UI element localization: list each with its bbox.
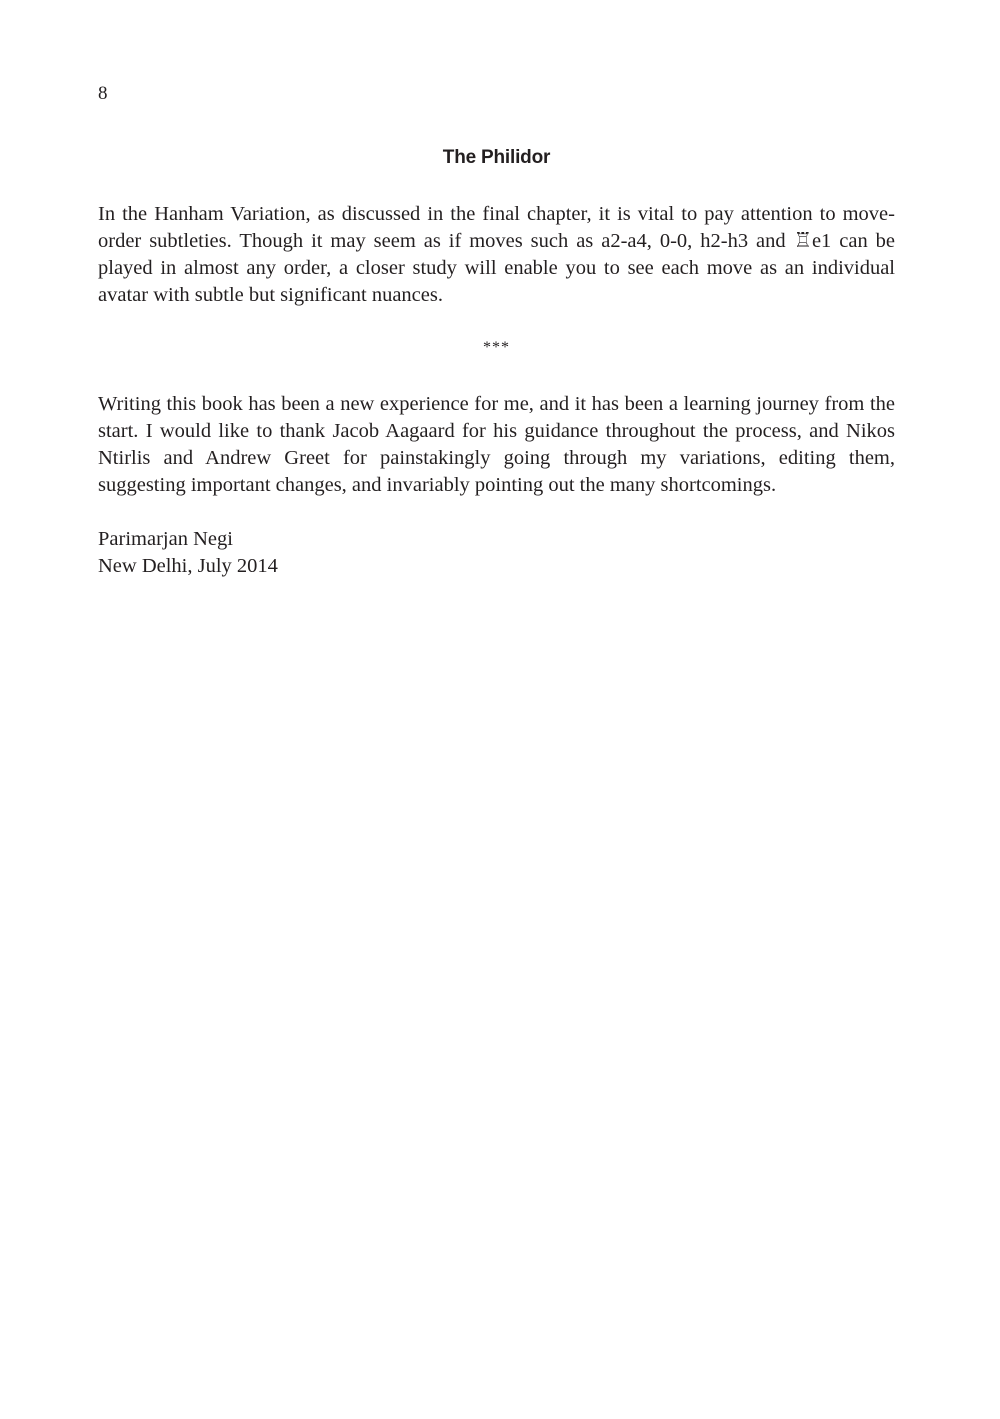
- section-separator: ***: [483, 339, 510, 356]
- body-paragraph-2: Writing this book has been a new experience for me, and it has been a learning journey from the start. I would like to thank Jacob Aagaard for his guidance throughout the process, and Nikos Ntirlis and Andrew Greet for painstakingly going through my variations, editing them, suggesting important changes, and invariably pointing out the many shortcomings.: [98, 393, 895, 496]
- section-heading: The Philidor: [442, 147, 551, 168]
- page-number: 8: [98, 83, 108, 104]
- signature-author: Parimarjan Negi: [98, 528, 233, 550]
- signature-block: [98, 526, 278, 580]
- signature-place-date: New Delhi, July 2014: [98, 555, 278, 577]
- body-paragraph-1: In the Hanham Variation, as discussed in the final chapter, it is vital to pay attention to move-order subtleties. Though it may seem as if moves such as a2-a4, 0-0, h2-h3 and ♖e1 can be played in almost any order, a closer study will enable you to see each move as an individual avatar with subtle but significant nuances.: [98, 203, 895, 306]
